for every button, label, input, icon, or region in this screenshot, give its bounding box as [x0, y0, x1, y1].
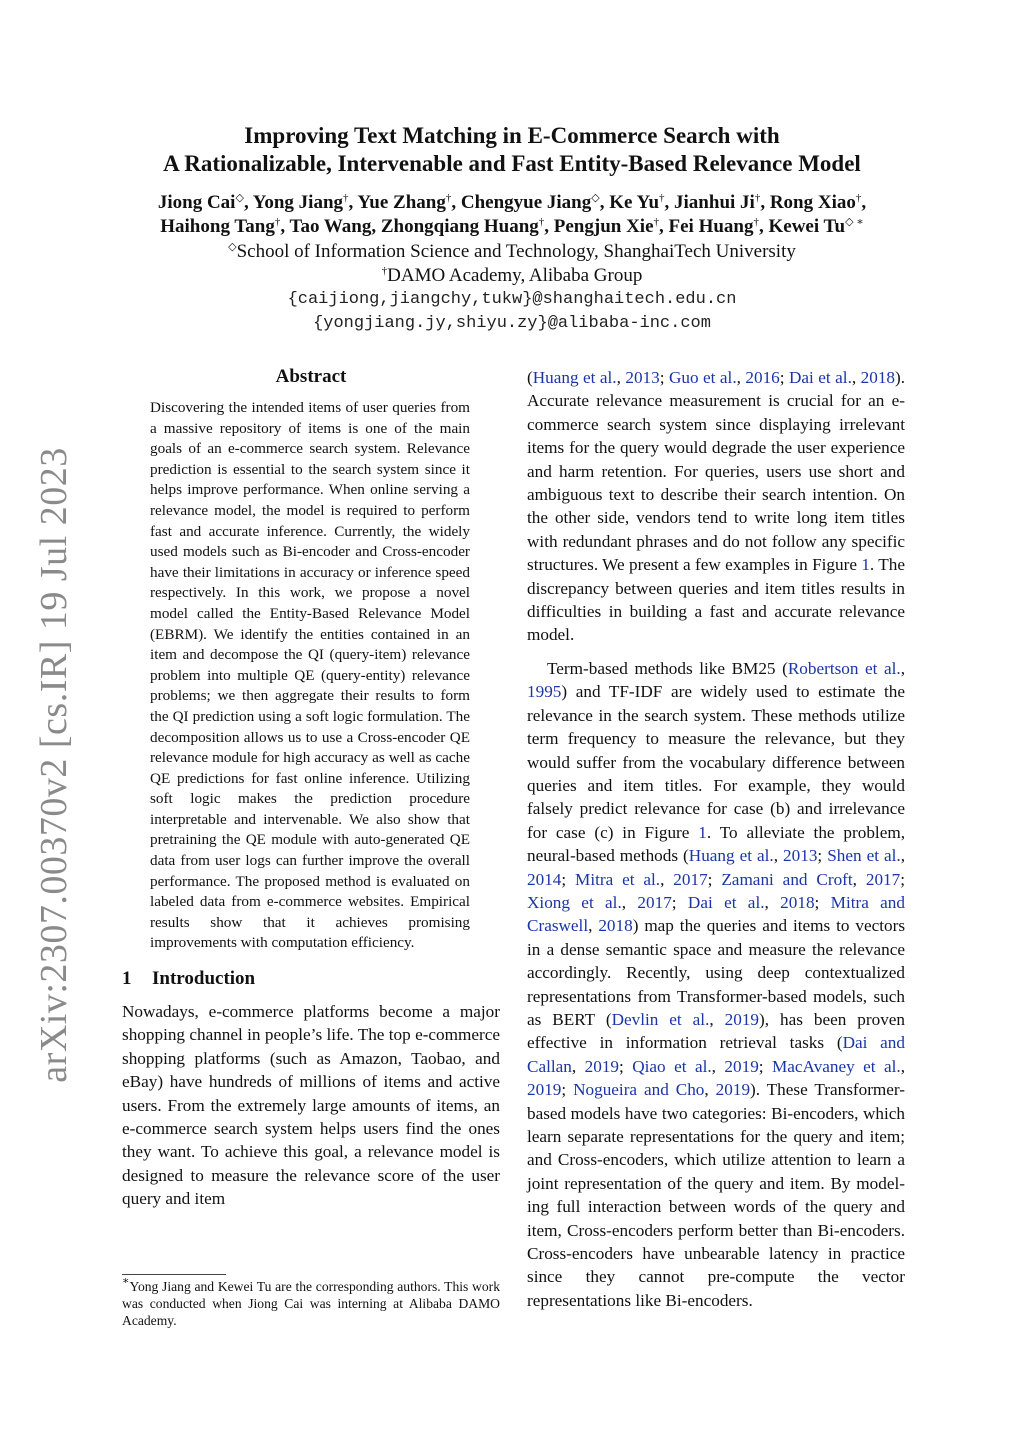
author-affiliation-mark: †: [753, 216, 759, 228]
citation-link[interactable]: Mitra et al.: [575, 869, 661, 889]
author-affiliation-mark: †: [274, 216, 281, 228]
citation-link[interactable]: 2019: [724, 1056, 759, 1076]
citation-link[interactable]: 2018: [860, 368, 896, 387]
author-name: Rong Xiao: [769, 192, 856, 213]
affiliation-damo: [0, 264, 1024, 288]
citation-link[interactable]: 1: [861, 555, 870, 575]
citation-link[interactable]: 2019: [584, 1056, 619, 1076]
affiliation-mark: ◇: [228, 241, 237, 253]
email-alibaba[interactable]: {yongjiang.jy,shiyu.zy}@alibaba-inc.com: [313, 314, 711, 333]
intro-paragraph-3: Term-based methods like BM25 (Robertson et al., 1995) and TF-IDF are widely used to estimate the relevance in the search system. These methods utilize term frequency to measure the relevance, but they would suffer from the vocabulary difference between queries and item titles. For example, they would falsely predict relevance for case (b) and irrelevance for case (c) in Figure 1. To alleviate the problem, neural-based methods (Huang et al., 2013; Shen et al., 2014; Mitra et al., 2017; Zamani and Croft, 2017; Xiong et al., 2017; Dai et al., 2018; Mitra and Craswell, 2018) map the queries and items to vectors in a dense semantic space and measure the relevance accordingly. Recently, using deep contextualized representations from Transformer-based models, such as BERT (Devlin et al., 2019), has been proven effective in information retrieval tasks (Dai and Callan, 2019; Qiao et al., 2019; MacAvaney et al., 2019; Nogueira and Cho, 2019). These Transformer-based models have two categories: Bi-encoders, which learn separate representations for the query and item; and Cross-encoders, which utilize attention to learn a joint representation of the query and item. By modeling full interaction between words of the query and item, Cross-encoders perform better than Bi-encoders. Cross-encoders have unbearable latency in practice since they cannot pre-compute the vector representations like Bi-encoders.: [527, 658, 906, 1310]
footnote-text: Yong Jiang and Kewei Tu are the corresponding authors. This work was conducted when Jiong Cai was interning at Alibaba DAMO Academy.: [122, 1279, 500, 1328]
author-name: Kewei Tu: [768, 216, 846, 237]
citation-link[interactable]: 2017: [673, 869, 708, 889]
author-affiliation-mark: †: [343, 192, 349, 204]
affiliation-mark: †: [381, 265, 388, 277]
author-affiliation-mark: †: [538, 216, 545, 228]
citation-link[interactable]: Dai et al.: [687, 892, 765, 912]
citation-link[interactable]: Dai et al.: [789, 368, 852, 387]
left-column: [122, 364, 500, 1211]
citation-link[interactable]: 1: [698, 822, 707, 842]
footnote-mark: ∗: [122, 1275, 130, 1287]
section-number: 1: [122, 968, 132, 990]
citation-link[interactable]: 2017: [637, 892, 672, 912]
citation-link[interactable]: 2013: [783, 846, 818, 866]
section-heading-introduction: [122, 966, 500, 992]
paper-title-line-2: A Rationalizable, Intervenable and Fast Entity-Based Relevance Model: [163, 151, 861, 176]
citation-link[interactable]: 2018: [780, 892, 815, 912]
author-name: Tao Wang: [289, 216, 372, 237]
author-name: Pengjun Xie: [553, 216, 654, 237]
citation-link[interactable]: Mitra and Craswell: [527, 892, 905, 936]
citation-link[interactable]: Devlin et al.: [611, 1009, 710, 1029]
citation-link[interactable]: Dai and Callan: [527, 1033, 905, 1076]
citation-link[interactable]: Zamani and Croft: [721, 869, 853, 889]
section-title: Introduction: [152, 968, 256, 990]
citation-link[interactable]: Huang et al.: [532, 368, 617, 387]
arxiv-id: arXiv:2307.00370v2 [cs.IR] 19 Jul 2023: [33, 447, 75, 1083]
citation-link[interactable]: 2016: [745, 368, 780, 387]
citation-link[interactable]: 2013: [625, 368, 660, 387]
abstract-heading: Abstract: [275, 366, 347, 387]
intro-paragraph-1: Nowadays, e-commerce platforms become a major shopping channel in people’s life. The top e-commerce shopping platforms (such as Amazon, Taobao, and eBay) have hundreds of millions of items and active users. From the extremely large amounts of items, an e-commerce search system helps users find the ones they want. To achieve this goal, a relevance model is designed to measure the relevance score of the user query and item: [122, 1002, 500, 1209]
citation-link[interactable]: 2019: [527, 1080, 562, 1100]
citation-link[interactable]: 2014: [527, 869, 562, 889]
footnote: [122, 1275, 500, 1329]
author-affiliation-mark: †: [653, 216, 660, 228]
author-affiliation-mark: ◇: [591, 192, 600, 204]
citation-link[interactable]: 1995: [527, 682, 562, 702]
author-name: Chengyue Jiang: [460, 192, 592, 213]
footnote-rule: [122, 1274, 226, 1275]
affiliation-text: DAMO Academy, Alibaba Group: [387, 265, 643, 286]
author-name: Fei Huang: [668, 216, 754, 237]
author-affiliation-mark: ◇ ∗: [845, 216, 864, 228]
author-affiliation-mark: †: [659, 192, 665, 204]
author-name: Zhongqiang Huang: [380, 216, 539, 237]
citation-link[interactable]: Shen et al.: [827, 846, 901, 866]
citation-link[interactable]: Xiong et al.: [527, 892, 622, 912]
author-name: Haihong Tang: [160, 216, 275, 237]
citation-link[interactable]: 2019: [724, 1009, 760, 1029]
author-line-2: Haihong Tang†, Tao Wang, Zhongqiang Huang†, Pengjun Xie†, Fei Huang†, Kewei Tu◇ ∗: [160, 216, 864, 237]
author-name: Yong Jiang: [252, 192, 344, 213]
citation-link[interactable]: Huang et al.: [688, 846, 774, 866]
citation-link[interactable]: MacAvaney et al.: [772, 1056, 901, 1076]
citation-link[interactable]: Robertson et al.: [787, 658, 901, 678]
citation-link[interactable]: Nogueira and Cho: [573, 1080, 705, 1100]
author-affiliation-mark: ◇: [235, 192, 244, 204]
citation-link[interactable]: Guo et al.: [668, 368, 737, 387]
author-name: Ke Yu: [609, 192, 660, 213]
author-name: Yue Zhang: [357, 192, 446, 213]
citation-link[interactable]: 2019: [715, 1080, 751, 1100]
paper-title-line-1: Improving Text Matching in E-Commerce Search with: [244, 123, 780, 148]
arxiv-sidebar-stamp: [28, 447, 80, 1083]
intro-paragraph-2: (Huang et al., 2013; Guo et al., 2016; Dai et al., 2018). Accurate relevance measurement is crucial for an e-commerce search system since displaying irrelevant items for the query would degrade the user experience and harm retention. For queries, users use short and ambiguous text to describe their search intention. On the other side, vendors tend to write long item titles with redundant phrases and do not follow any specific structures. We present a few examples in Figure 1. The discrepancy between queries and item titles results in difficulties in building a fast and accurate relevance model.: [527, 368, 906, 645]
author-affiliation-mark: †: [855, 192, 862, 204]
citation-link[interactable]: 2017: [865, 869, 901, 889]
affiliation-text: School of Information Science and Technology, ShanghaiTech University: [236, 241, 796, 262]
author-line-1: Jiong Cai◇, Yong Jiang†, Yue Zhang†, Chengyue Jiang◇, Ke Yu†, Jianhui Ji†, Rong Xiao†,: [157, 192, 867, 213]
email-shanghaitech[interactable]: {caijiong,jiangchy,tukw}@shanghaitech.edu.cn: [287, 290, 737, 309]
right-column: [527, 366, 905, 1312]
affiliation-shanghaitech: [0, 240, 1024, 264]
citation-link[interactable]: Qiao et al.: [632, 1056, 712, 1076]
author-name: Jianhui Ji: [674, 192, 755, 213]
citation-link[interactable]: 2018: [598, 916, 633, 936]
author-affiliation-mark: †: [754, 192, 761, 204]
author-affiliation-mark: †: [445, 192, 452, 204]
author-name: Jiong Cai: [157, 192, 236, 213]
abstract-body: Discovering the intended items of user queries from a massive repository of items is one of the main goals of an e-commerce search system. Relevance prediction is essential to the search system since it helps improve performance. When online serving a relevance model, the model is required to perform fast and accurate inference. Currently, the widely used models such as Bi-encoder and Cross-encoder have their limitations in accuracy or inference speed respectively. In this work, we propose a novel model called the Entity-Based Relevance Model (EBRM). We identify the entities contained in an item and decompose the QI (query-item) relevance problem into multiple QE (query-entity) relevance problems; we then aggregate their results to form the QI prediction using a soft logic formulation. The decomposition allows us to use a Cross-encoder QE relevance module for high accuracy as well as cache QE predictions for fast online inference. Utilizing soft logic makes the prediction procedure interpretable and intervenable. We also show that pretraining the QE module with auto-generated QE data from user logs can further improve the overall performance. The proposed method is evaluated on labeled data from e-commerce websites. Empirical results show that it achieves promising improvements with computation efficiency.: [150, 399, 470, 952]
